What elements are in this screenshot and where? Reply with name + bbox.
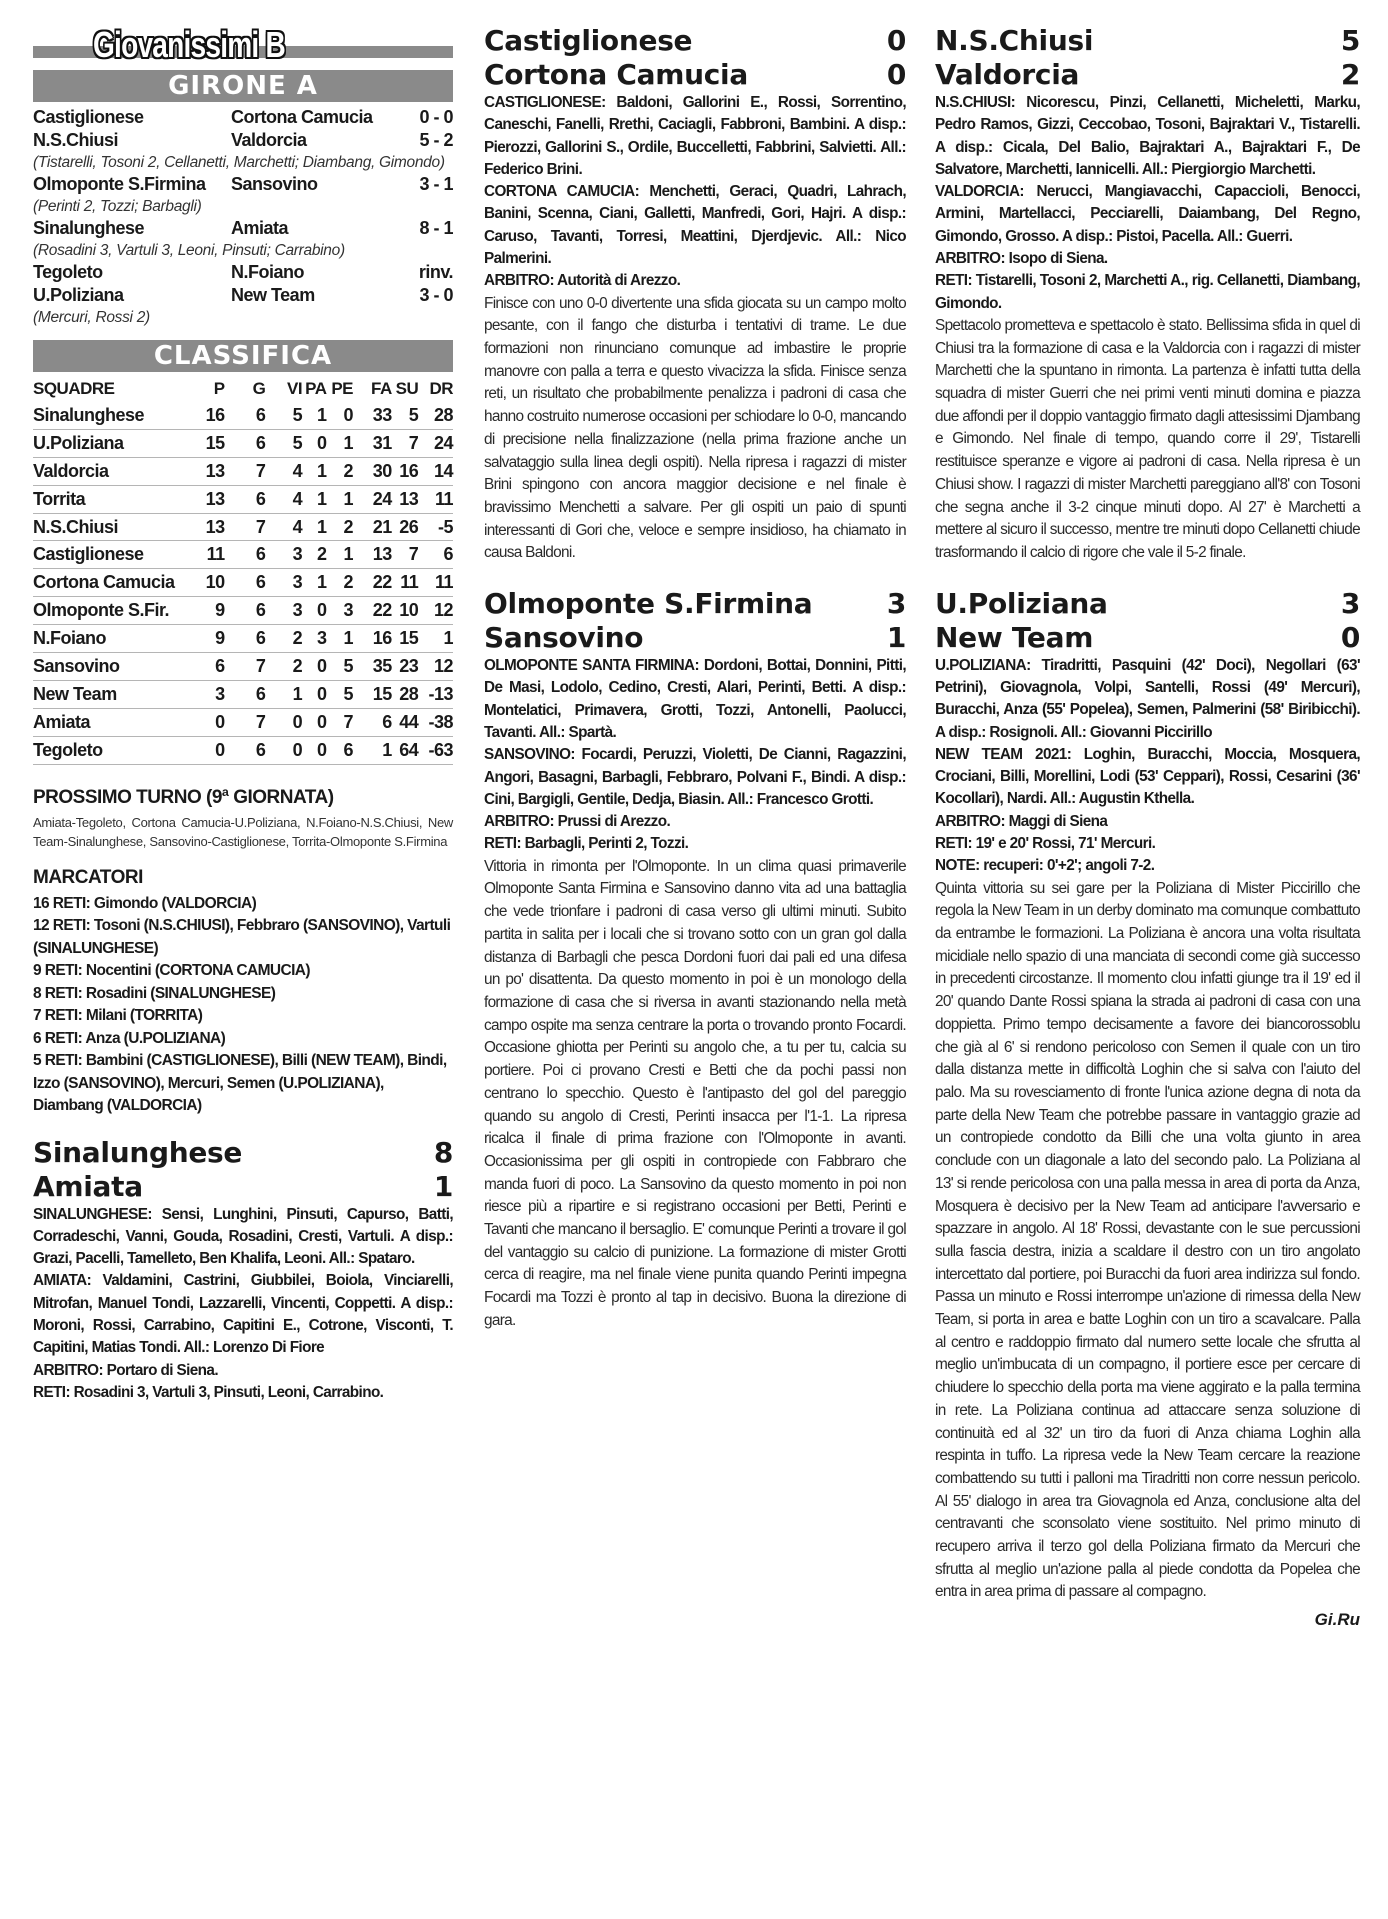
team-goals: 3 [886,587,906,621]
team-goals: 0 [886,24,906,57]
team-name: Olmoponte S.Firmina [484,587,813,621]
standings-cell: 6 [225,402,266,429]
lineup-home: U.POLIZIANA: Tiradritti, Pasquini (42' Doci), Negollari (63' Petrini), Giovagnola, Volpi, Santelli, Rossi (49' Mercuri), Buracchi, Anza (55' Popelea), Semen, Palmerini (58' Biribicchi). A disp.: Rosignoli. All.: Giovanni Piccirillo [935,656,1360,741]
article-body: Quinta vittoria su sei gare per la Poliziana di Mister Piccirillo che regola la New Team in un derby dominato ma comunque combattuto da entrambe le formazioni. La Poliziana è ancora una volta risultata micidiale nello spazio di una manciata di secondi come già successo in precedenti circostanze. Il momento clou infatti giunge tra il 19' ed il 20' quando Dante Rossi spiana la strada ai padroni di casa con una doppietta. Primo tempo decisamente a favore dei biancorossoblu che già al 6' si rendono pericoloso con Semen il quale con un tiro dalla distanza mette in difficoltà Loghin che si salva con l'aiuto del palo. Ma su rovesciamento di fronte l'unica azione degna di nota da parte della New Team che potrebbe passare in vantaggio grazie ad un contropiede condotto da Billi che una volta giunto in area conclude con un diagonale a lato del secondo palo. La Poliziana al 13' si rende pericolosa con una palla messa in area di porta da Anza, Mosquera è decisivo per la New Team ad anticipare l'avversario e spazzare in angolo. Al 18' Rossi, devastante con le sue percussioni sulla fascia destra, inizia a scaldare il destro con un tiro angolato intercettato dal portiere, poi Buracchi da fuori area indirizza sul fondo. Passa un minuto e Rossi interrompe un'azione di rimessa della New Team, si porta in area e batte Loghin con un tiro a scavalcare. Palla al centro e raddoppio firmato dal numero sette locale che sfrutta al meglio un'imbucata di un compagno, il portiere esce per cercare di chiudere lo specchio della porta ma viene aggirato e la palla termina in rete. La Poliziana continua ad attaccare senza soluzione di continuità ed al 32' un tiro da fuori di Anza chiama Loghin alla respinta in tuffo. La ripresa vede la New Team cercare la reazione combattendo su tutti i palloni ma Tiradritti non corre nessun pericolo. Al 55' dialogo in area tra Giovagnola ed Anza, conclusione alta del centravanti che sconsolato viene sostituito. Nel primo minuto di recupero arriva il terzo gol della Poliziana firmato da Mercuri che sfrutta al meglio un'azione palla al piede condotta da Popelea che entra in area prima di passare al compagno. [935,879,1360,1601]
result-row [33,217,453,240]
scorers-line: 6 RETI: Anza (U.POLIZIANA) [33,1029,226,1047]
match-report-poliziana [935,587,1360,1630]
standings-cell: 1 [327,429,354,457]
match-header-home [935,587,1360,621]
standings-cell: 9 [196,597,225,625]
standings-row [33,569,453,597]
standings-cell: 12 [418,597,453,625]
standings-cell: 10 [196,569,225,597]
standings-team: N.Foiano [33,625,196,653]
standings-cell: -63 [418,736,453,764]
standings-cell: 6 [196,653,225,681]
standings-cell: 0 [196,736,225,764]
standings-cell: 0 [265,736,302,764]
team-name: Cortona Camucia [484,58,748,91]
result-away: Valdorcia [231,130,307,150]
standings-cell: 2 [327,513,354,541]
standings-cell: 28 [392,680,419,708]
standings-cell: 0 [302,680,326,708]
standings-cell: 0 [302,429,326,457]
standings-cell: 11 [418,569,453,597]
match-header-away [935,58,1360,92]
result-home: U.Poliziana [33,285,124,305]
scorers-line: 16 RETI: Gimondo (VALDORCIA) [33,894,257,912]
result-row [33,106,453,129]
scorers-line: 12 RETI: Tosoni (N.S.CHIUSI), Febbraro (SANSOVINO), Vartuli (SINALUNGHESE) [33,917,451,957]
standings-cell: 6 [225,569,266,597]
col-header: PA [305,379,327,398]
standings-cell: 2 [265,653,302,681]
match-report-castiglionese [484,24,906,565]
standings-cell: 3 [265,541,302,569]
referee: ARBITRO: Autorità di Arezzo. [484,272,681,290]
standings-cell: 15 [392,625,419,653]
result-row [33,173,453,196]
standings-cell: 24 [353,485,392,513]
referee: ARBITRO: Prussi di Arezzo. [484,813,671,831]
scorers-list [33,893,453,1118]
team-goals: 0 [886,58,906,91]
referee: ARBITRO: Portaro di Siena. [33,1361,218,1379]
standings-cell: 13 [196,513,225,541]
standings-cell: 3 [302,625,326,653]
team-goals: 5 [1340,24,1360,57]
standings-cell: -5 [418,513,453,541]
standings-team: Amiata [33,708,196,736]
standings-cell: 33 [353,402,392,429]
goals: RETI: Barbagli, Perinti 2, Tozzi. [484,835,689,853]
standings-cell: 3 [265,569,302,597]
standings-row [33,429,453,457]
standings-cell: 6 [225,736,266,764]
standings-cell: 1 [302,485,326,513]
standings-cell: 21 [353,513,392,541]
team-name: New Team [935,620,1094,654]
goals: RETI: Rosadini 3, Vartuli 3, Pinsuti, Leoni, Carrabino. [33,1383,384,1401]
lineup-away: AMIATA: Valdamini, Castrini, Giubbilei, Boiola, Vinciarelli, Mitrofan, Manuel Tondi, Lazzarelli, Vincenti, Coppetti. A disp.: Moroni, Rossi, Carrabino, Capitini E., Cotrone, Visconti, T. Capitini, Matias Tondi. All.: Lorenzo Di Fiore [33,1272,453,1357]
standings-team: Olmoponte S.Fir. [33,597,196,625]
team-goals: 1 [886,621,906,655]
column-middle [484,24,906,1333]
col-header: SQUADRE [33,379,115,398]
scorers-line: 8 RETI: Rosadini (SINALUNGHESE) [33,984,276,1002]
classifica-band: CLASSIFICA [33,340,453,372]
match-header-away [935,621,1360,655]
col-header: DR [429,379,453,398]
standings-cell: 4 [265,513,302,541]
standings-team: New Team [33,680,196,708]
team-name: Castiglionese [484,24,693,57]
standings-cell: 5 [265,402,302,429]
result-away: Amiata [231,218,289,238]
team-name: N.S.Chiusi [935,24,1094,57]
column-right [935,24,1360,1630]
standings-cell: 13 [392,485,419,513]
standings-cell: 6 [225,541,266,569]
standings-cell: 0 [302,708,326,736]
result-home: Olmoponte S.Firmina [33,174,206,194]
team-name: Sansovino [484,621,644,655]
team-name: Valdorcia [935,58,1080,91]
spacer [484,565,906,587]
scorers-line: 9 RETI: Nocentini (CORTONA CAMUCIA) [33,962,310,980]
result-scorers: (Rosadini 3, Vartuli 3, Leoni, Pinsuti; Carrabino) [33,242,345,259]
result-row [33,261,453,284]
standings-row [33,708,453,736]
standings-row [33,485,453,513]
standings-team: N.S.Chiusi [33,513,196,541]
standings-cell: 11 [418,485,453,513]
standings-cell: 1 [265,680,302,708]
standings-cell: 1 [302,457,326,485]
lineup-home: SINALUNGHESE: Sensi, Lunghini, Pinsuti, Capurso, Batti, Corradeschi, Vanni, Gouda, Rosadini, Cresti, Vartuli. A disp.: Grazi, Pacelli, Tamelleto, Ben Khalifa, Leoni. All.: Spataro. [33,1205,453,1268]
standings-cell: 0 [302,597,326,625]
standings-cell: 7 [392,429,419,457]
match-report-olmoponte [484,587,906,1332]
result-away: New Team [231,285,315,305]
match-header-home [33,1136,453,1170]
standings-cell: 1 [418,625,453,653]
standings-cell: 0 [265,708,302,736]
standings-team: Tegoleto [33,736,196,764]
standings-cell: 0 [302,653,326,681]
standings-team: Sansovino [33,653,196,681]
lineup-home: N.S.CHIUSI: Nicorescu, Pinzi, Cellanetti, Micheletti, Marku, Pedro Ramos, Gizzi, Ceccobao, Tosoni, Bajraktari V., Tistarelli. A disp.: Cicala, Del Balio, Bajraktari A., Bajraktari F., De Salvatore, Marchetti, Iannicelli. All.: Piergiorgio Marchetti. [935,94,1360,178]
results-list [33,106,453,328]
goals: RETI: Tistarelli, Tosoni 2, Marchetti A., rig. Cellanetti, Diambang, Gimondo. [935,272,1360,312]
standings-cell: 5 [327,680,354,708]
result-score: 8 - 1 [419,218,453,238]
result-score: 3 - 0 [419,285,453,305]
scorers-title: MARCATORI [33,866,143,888]
standings-cell: 6 [225,680,266,708]
standings-cell: 7 [392,541,419,569]
standings-team: Valdorcia [33,457,196,485]
standings-cell: 1 [302,402,326,429]
result-row [33,284,453,307]
standings-cell: 1 [353,736,392,764]
standings-cell: 2 [302,541,326,569]
standings-row [33,680,453,708]
result-away: Cortona Camucia [231,107,373,127]
result-home: Castiglionese [33,107,144,127]
spacer [935,565,1360,587]
result-home: Sinalunghese [33,218,145,238]
match-header-home [484,24,906,58]
standings-row [33,513,453,541]
standings-cell: 6 [225,429,266,457]
standings-row [33,457,453,485]
standings-cell: 0 [302,736,326,764]
result-scorers: (Tistarelli, Tosoni 2, Cellanetti, Marchetti; Diambang, Gimondo) [33,154,445,171]
lineup-away: SANSOVINO: Focardi, Peruzzi, Violetti, De Cianni, Ragazzini, Angori, Basagni, Barbagli, Febbraro, Polvani F., Bindi. A disp.: Cini, Bargigli, Gentile, Dedja, Biasin. All.: Francesco Grotti. [484,746,906,808]
standings-cell: 11 [392,569,419,597]
standings-cell: 44 [392,708,419,736]
standings-cell: 7 [225,513,266,541]
match-report-chiusi [935,24,1360,565]
team-goals: 0 [1340,620,1360,654]
team-name: Amiata [33,1169,143,1203]
standings-cell: 7 [225,653,266,681]
standings-cell: 6 [327,736,354,764]
page-title: Giovanissimi B [93,24,285,65]
girone-band: GIRONE A [33,70,453,102]
team-goals: 2 [1340,58,1360,91]
standings-cell: 22 [353,597,392,625]
col-header: P [213,379,225,398]
standings-cell: 2 [327,569,354,597]
standings-cell: 4 [265,485,302,513]
standings-cell: 13 [353,541,392,569]
standings-cell: 22 [353,569,392,597]
result-away: Sansovino [231,174,318,194]
match-header-away [484,621,906,655]
team-goals: 3 [1340,586,1360,620]
standings-cell: 1 [327,625,354,653]
result-scorers: (Mercuri, Rossi 2) [33,309,150,326]
standings-row [33,597,453,625]
standings-cell: 23 [392,653,419,681]
standings-cell: 1 [302,513,326,541]
standings-cell: 1 [302,569,326,597]
standings-cell: 14 [418,457,453,485]
notes: NOTE: recuperi: 0'+2'; angoli 7-2. [935,857,1155,875]
standings-cell: 6 [353,708,392,736]
col-header: SU [395,379,419,398]
standings-cell: 7 [225,708,266,736]
next-round-text: Amiata-Tegoleto, Cortona Camucia-U.Poliziana, N.Foiano-N.S.Chiusi, New Team-Sinalunghese, Sansovino-Castiglionese, Torrita-Olmoponte S.Firmina [33,814,453,849]
result-score: 5 - 2 [419,130,453,150]
standings-cell: 16 [353,625,392,653]
lineup-home: OLMOPONTE SANTA FIRMINA: Dordoni, Bottai, Donnini, Pitti, De Masi, Lodolo, Cedino, Cresti, Alari, Perinti, Betti. A disp.: Montelatici, Primavera, Grotti, Tozzi, Antonelli, Paolucci, Tavanti. All.: Spartà. [484,657,906,741]
standings-cell: 15 [196,429,225,457]
standings-cell: 5 [392,402,419,429]
article-body: Vittoria in rimonta per l'Olmoponte. In un clima quasi primaverile Olmoponte Santa Firmina e Sansovino danno vita ad una battaglia che vede trionfare i padroni di casa verso gli ultimi minuti. Subito partita in salita per i locali che si trovano sotto con un gran gol dalla distanza di Barbagli che pesca Dordoni fuori dai pali ed una difesa un po' disattenta. Da questo momento in poi è un monologo della formazione di casa che si riversa in avanti stazionando nella metà campo ospite ma senza centrare la porta o trovando pronto Focardi. Occasione ghiotta per Perinti su angolo che, a tu per tu, calcia su portiere. Poi ci provano Cresti e Betti che da pochi passi non centrano lo specchio. Questo è l'antipasto del gol del pareggio quando su angolo di Cresti, Perinti insacca per l'1-1. La ripresa ricalca il finale di prima frazione con l'Olmoponte in avanti. Occasionissima per gli ospiti in contropiede con Fabbraro che manda fuori di poco. La Sansovino da questo momento in poi non riesce più a ripartire e si registrano occasioni per Betti, Perinti e Tavanti che mancano il bersaglio. E' comunque Perinti a trovare il gol del vantaggio su calcio di punizione. La formazione di mister Grotti cerca di reagire, ma nel finale viene punita quando Perinti impegna Focardi ma Tozzi è pronto al tap in decisivo. Buona la direzione di gara. [484,857,906,1329]
standings-cell: 7 [327,708,354,736]
standings-cell: 31 [353,429,392,457]
column-left [33,24,453,1404]
match-report-sinalunghese [33,1136,453,1405]
result-row [33,129,453,152]
scorers-line: 7 RETI: Milani (TORRITA) [33,1007,203,1025]
scorers-line: 5 RETI: Bambini (CASTIGLIONESE), Billi (NEW TEAM), Bindi, Izzo (SANSOVINO), Mercuri, Semen (U.POLIZIANA), Diambang (VALDORCIA) [33,1052,447,1115]
standings-row [33,736,453,764]
standings-cell: 28 [418,402,453,429]
standings-header-row [33,376,453,402]
standings-row [33,625,453,653]
standings-cell: 12 [418,653,453,681]
result-home: Tegoleto [33,262,103,282]
standings-cell: 24 [418,429,453,457]
standings-cell: 6 [225,485,266,513]
article-body: Spettacolo prometteva e spettacolo è stato. Bellissima sfida in quel di Chiusi tra la formazione di casa e la Valdorcia con i ragazzi di mister Marchetti che la spuntano in rimonta. La partenza è infatti tutta della squadra di mister Guerri che nei primi venti minuti domina e piazza due affondi per il doppio vantaggio firmato dagli attesissimi Djambang e Gimondo. Nel finale di tempo, quando corre il 29', Tistarelli restituisce speranze e vigore ai padroni di casa. Nella ripresa è un Chiusi show. I ragazzi di mister Marchetti pareggiano all'8' con Tosoni che segna anche il 3-2 cinque minuti dopo. Al 27' è Marchetti a mettere al sicuro il successo, mentre tre minuti dopo Cellanetti chiude trasformando il calcio di rigore che vale il 5-2 finale. [935,316,1360,561]
standings-cell: 9 [196,625,225,653]
match-header-home [484,587,906,621]
standings-cell: 13 [196,457,225,485]
referee: ARBITRO: Maggi di Siena [935,812,1108,830]
standings-cell: 26 [392,513,419,541]
standings-cell: 6 [225,625,266,653]
standings-row [33,541,453,569]
lineup-away: CORTONA CAMUCIA: Menchetti, Geraci, Quadri, Lahrach, Banini, Scenna, Ciani, Galletti, Manfredi, Gori, Hajri. A disp.: Caruso, Tavanti, Torresi, Meattini, Djerdjevic. All.: Nico Palmerini. [484,183,906,268]
col-header: G [252,379,266,398]
standings-cell: 4 [265,457,302,485]
standings-cell: 1 [327,541,354,569]
match-header-away [33,1170,453,1204]
standings-cell: 6 [418,541,453,569]
col-header: VI [287,379,303,398]
standings-cell: -38 [418,708,453,736]
standings-cell: 6 [225,597,266,625]
standings-cell: 0 [327,402,354,429]
result-score: rinv. [418,262,453,282]
team-name: U.Poliziana [935,586,1108,620]
standings-cell: 1 [327,485,354,513]
lineup-away: VALDORCIA: Nerucci, Mangiavacchi, Capaccioli, Benocci, Armini, Martellacci, Pecciarelli, Daiambang, Del Regno, Gimondo, Grosso. A disp.: Pistoi, Pacella. All.: Guerri. [935,183,1360,245]
standings-cell: 3 [196,680,225,708]
col-header: FA [371,379,392,398]
standings-row [33,653,453,681]
match-header-away [484,58,906,92]
referee: ARBITRO: Isopo di Siena. [935,250,1108,268]
standings-cell: 3 [265,597,302,625]
result-home: N.S.Chiusi [33,130,119,150]
standings-cell: 0 [196,708,225,736]
result-score: 0 - 0 [419,107,453,127]
standings-team: Torrita [33,485,196,513]
result-scorers: (Perinti 2, Tozzi; Barbagli) [33,198,202,215]
standings-team: U.Poliziana [33,429,196,457]
team-goals: 1 [433,1169,453,1203]
section-header [33,24,453,64]
standings-cell: 16 [392,457,419,485]
standings-cell: 64 [392,736,419,764]
standings-team: Sinalunghese [33,402,196,429]
standings-cell: 11 [196,541,225,569]
standings-cell: 35 [353,653,392,681]
standings-cell: 3 [327,597,354,625]
standings-cell: 5 [265,429,302,457]
team-name: Sinalunghese [33,1135,243,1169]
goals: RETI: 19' e 20' Rossi, 71' Mercuri. [935,835,1156,853]
article-body: Finisce con uno 0-0 divertente una sfida giocata su un campo molto pesante, con il fango che disturba i tentativi di trame. Le due formazioni non rinunciano comunque ad imbastire le proprie manovre con palla a terra e questo vivacizza la sfida. Finisce senza reti, un risultato che probabilmente penalizza i padroni di casa che hanno costruito numerose occasioni per schiodare lo 0-0, mancando di precisione nella finalizzazione (nella prima frazione anche un salvataggio sulla linea degli ospiti). Nella ripresa i ragazzi di mister Brini spingono con ancora maggior decisione e nel finale è bravissimo Menchetti a salvare. Per gli ospiti un paio di spunti interessanti di Gori che, veloce e sempre insidioso, ha chiamato in causa Baldoni. [484,294,906,562]
author-signature: Gi.Ru [1314,1610,1360,1630]
result-score: 3 - 1 [419,174,453,194]
lineup-away: NEW TEAM 2021: Loghin, Buracchi, Moccia, Mosquera, Crociani, Billi, Morellini, Lodi (53' Ceppari), Rossi, Cesarini (36' Kocollari), Nardi. All.: Augustin Kthella. [935,745,1360,808]
standings-cell: 7 [225,457,266,485]
standings-row [33,402,453,429]
standings-cell: 10 [392,597,419,625]
standings-cell: 16 [196,402,225,429]
standings-team: Castiglionese [33,541,196,569]
standings-cell: 13 [196,485,225,513]
next-round-title: PROSSIMO TURNO (9ª GIORNATA) [33,786,334,808]
col-header: PE [331,379,354,398]
standings-cell: 5 [327,653,354,681]
standings-body [33,402,453,764]
standings-cell: 15 [353,680,392,708]
result-away: N.Foiano [231,262,304,282]
standings-cell: 2 [327,457,354,485]
match-header-home [935,24,1360,58]
lineup-home: CASTIGLIONESE: Baldoni, Gallorini E., Rossi, Sorrentino, Caneschi, Fanelli, Rrethi, Caciagli, Fabbroni, Bambini. A disp.: Pierozzi, Gallorini S., Ordile, Buccelletti, Fabbrini, Salvietti. All.: Federico Brini. [484,94,906,178]
standings-table [33,376,453,765]
standings-cell: 30 [353,457,392,485]
standings-cell: -13 [418,680,453,708]
team-goals: 8 [433,1135,453,1169]
standings-cell: 2 [265,625,302,653]
standings-team: Cortona Camucia [33,569,196,597]
